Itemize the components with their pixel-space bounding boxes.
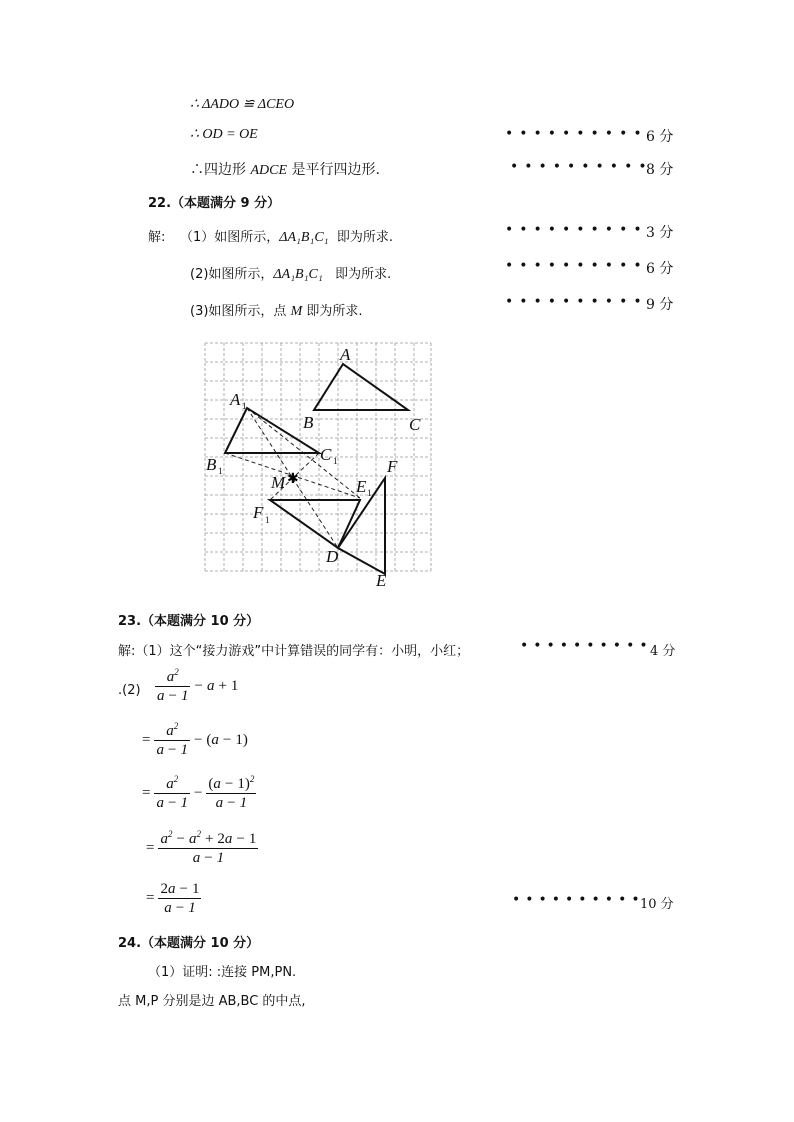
score-9: 9 分	[646, 297, 674, 313]
label-a1: A	[230, 390, 241, 409]
proof-line-congruence: ∴ ΔADO ≌ ΔCEO	[190, 97, 295, 112]
q22-part2-tail: 即为所求.	[335, 267, 392, 282]
score-4: 4 分	[650, 644, 676, 659]
q22-part1-text: （1）如图所示，	[180, 230, 280, 245]
parallelogram-suffix: 是平行四边形.	[287, 162, 380, 178]
math-step-4: = $\frac{2a - 1}{a - 1}$	[146, 881, 200, 916]
score-8: 8 分	[646, 162, 674, 178]
score-10: 10 分	[640, 897, 674, 912]
label-f1: F	[253, 503, 264, 522]
score-dots: ••••••••••	[520, 638, 653, 654]
label-b1: B	[206, 455, 217, 474]
q22-part2-triangle: ΔA₁B₁C₁	[273, 267, 323, 282]
score-dots: ••••••••••	[510, 159, 653, 175]
q23-part2-label: .(2)	[118, 683, 141, 698]
label-m: M	[271, 473, 286, 492]
parallelogram-prefix: ∴四边形	[190, 162, 251, 178]
score-6: 6 分	[646, 261, 674, 277]
label-a1-sub: 1	[242, 401, 247, 411]
q23-heading: 23.（本题满分 10 分）	[118, 614, 260, 629]
label-d: D	[326, 547, 339, 566]
math-step-0: $\frac{a^2}{a - 1}$ − a + 1	[157, 667, 239, 704]
math-step-2: = $\frac{a^2}{a - 1}$ − $\frac{(a - 1)^2}{a - 1}$	[142, 774, 255, 811]
score-dots: ••••••••••	[505, 222, 648, 238]
q22-part3-point: M	[290, 304, 303, 319]
score-3: 3 分	[646, 225, 674, 241]
triangle-abc	[314, 364, 408, 410]
label-c: C	[409, 415, 421, 434]
q22-part3-tail: 即为所求.	[302, 304, 363, 319]
q22-part3-text: (3)如图所示，点	[190, 304, 291, 319]
score-dots: ••••••••••	[505, 294, 648, 310]
math-step-3: = $\frac{a^2 - a^2 + 2a - 1}{a - 1}$	[146, 829, 257, 866]
math-step-1: = $\frac{a^2}{a - 1}$ − ( a − 1)	[142, 721, 248, 758]
label-c1: C	[320, 445, 332, 464]
score-dots: ••••••••••	[512, 892, 645, 908]
label-e1-sub: 1	[367, 488, 372, 498]
q22-solution-label: 解:	[148, 230, 166, 245]
q24-part1: （1）证明: :连接 PM,PN.	[148, 965, 297, 980]
figure-labels	[206, 345, 421, 590]
point-m-star-icon: ✱	[287, 471, 299, 487]
label-e1: E	[356, 477, 367, 496]
score-dots: ••••••••••	[505, 258, 648, 274]
q22-part2	[190, 263, 391, 283]
label-a: A	[340, 345, 351, 364]
label-f1-sub: 1	[265, 515, 270, 525]
proof-line-parallelogram	[190, 159, 380, 179]
geometry-grid-figure	[200, 338, 436, 590]
triangle-def1	[270, 500, 360, 548]
q24-part2: 点 M,P 分别是边 AB,BC 的中点,	[118, 994, 306, 1009]
score-6: 6 分	[646, 129, 674, 145]
q22-part2-text: (2)如图所示，	[190, 267, 274, 282]
q22-heading: 22.（本题满分 9 分）	[148, 196, 281, 211]
label-c1-sub: 1	[333, 456, 338, 466]
label-e: E	[376, 571, 387, 590]
q23-part1: 解:（1）这个“接力游戏”中计算错误的同学有：小明，小红；	[118, 644, 470, 659]
proof-line-od-oe: ∴ OD = OE	[190, 127, 258, 142]
q22-part1-tail: 即为所求.	[336, 230, 393, 245]
q22-part1	[180, 226, 393, 246]
q24-heading: 24.（本题满分 10 分）	[118, 936, 260, 951]
label-b1-sub: 1	[218, 466, 223, 476]
label-f: F	[387, 457, 398, 476]
label-b: B	[303, 413, 314, 432]
q22-part3	[190, 300, 363, 320]
score-dots: ••••••••••	[505, 126, 648, 142]
q22-part1-triangle: ΔA₁B₁C₁	[279, 230, 329, 245]
parallelogram-name: ADCE	[250, 163, 288, 178]
